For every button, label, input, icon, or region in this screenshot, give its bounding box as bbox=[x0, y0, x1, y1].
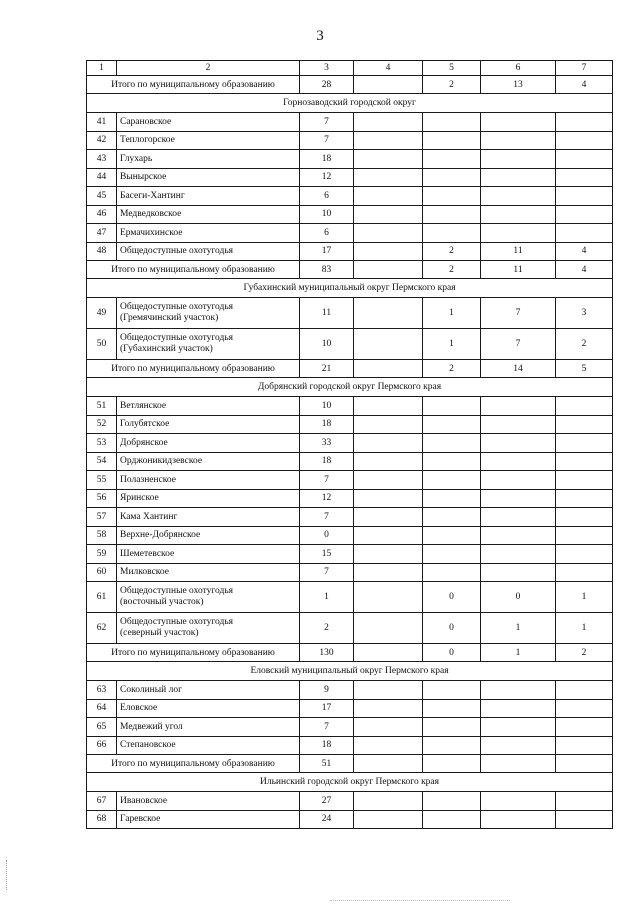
row-value-v4 bbox=[354, 131, 423, 150]
row-value-v7: 3 bbox=[556, 298, 613, 329]
row-value-v6 bbox=[481, 545, 556, 564]
table-row bbox=[87, 471, 613, 490]
row-number: 57 bbox=[87, 508, 117, 527]
subtotal-value-v5: 2 bbox=[423, 261, 481, 279]
row-value-v5: 0 bbox=[423, 582, 481, 613]
row-value-v7 bbox=[556, 452, 613, 471]
row-value-v6 bbox=[481, 415, 556, 434]
row-value-v5 bbox=[423, 150, 481, 169]
row-name: Степановское bbox=[117, 736, 300, 755]
row-value-v7 bbox=[556, 718, 613, 737]
subtotal-value-v5: 2 bbox=[423, 76, 481, 94]
row-value-v7 bbox=[556, 187, 613, 206]
table-row bbox=[87, 699, 613, 718]
row-value-v3: 6 bbox=[300, 187, 354, 206]
table-row bbox=[87, 329, 613, 360]
row-number: 54 bbox=[87, 452, 117, 471]
row-value-v7 bbox=[556, 397, 613, 416]
row-number: 55 bbox=[87, 471, 117, 490]
row-value-v5 bbox=[423, 563, 481, 582]
table-row bbox=[87, 582, 613, 613]
row-value-v7: 4 bbox=[556, 242, 613, 261]
subtotal-value-v4 bbox=[354, 360, 423, 378]
subtotal-label: Итого по муниципальному образованию bbox=[87, 261, 300, 279]
row-value-v6 bbox=[481, 526, 556, 545]
row-value-v3: 12 bbox=[300, 489, 354, 508]
row-number: 64 bbox=[87, 699, 117, 718]
row-value-v7 bbox=[556, 113, 613, 132]
row-name: Глухарь bbox=[117, 150, 300, 169]
subtotal-value-v7: 2 bbox=[556, 644, 613, 662]
row-value-v5 bbox=[423, 508, 481, 527]
row-value-v3: 9 bbox=[300, 681, 354, 700]
subtotal-value-v4 bbox=[354, 261, 423, 279]
row-value-v3: 33 bbox=[300, 434, 354, 453]
row-value-v3: 27 bbox=[300, 792, 354, 811]
row-value-v5 bbox=[423, 131, 481, 150]
row-value-v5 bbox=[423, 718, 481, 737]
subtotal-label: Итого по муниципальному образованию bbox=[87, 644, 300, 662]
row-name: Сарановское bbox=[117, 113, 300, 132]
subtotal-value-v3: 51 bbox=[300, 755, 354, 773]
row-number: 62 bbox=[87, 613, 117, 644]
row-value-v5 bbox=[423, 699, 481, 718]
row-number: 44 bbox=[87, 168, 117, 187]
row-name-line1: Общедоступные охотугодья bbox=[120, 302, 234, 312]
row-value-v7 bbox=[556, 168, 613, 187]
scan-margin-mark bbox=[6, 860, 9, 890]
row-value-v3: 7 bbox=[300, 563, 354, 582]
row-value-v3: 17 bbox=[300, 242, 354, 261]
subtotal-value-v5: 2 bbox=[423, 360, 481, 378]
row-value-v7 bbox=[556, 699, 613, 718]
table-row bbox=[87, 113, 613, 132]
scan-bottom-mark bbox=[330, 900, 510, 902]
row-value-v3: 10 bbox=[300, 329, 354, 360]
subtotal-value-v6: 11 bbox=[481, 261, 556, 279]
row-value-v3: 18 bbox=[300, 415, 354, 434]
column-number-cell: 6 bbox=[481, 61, 556, 76]
row-value-v3: 7 bbox=[300, 471, 354, 490]
row-value-v6 bbox=[481, 150, 556, 169]
row-name: Полазненское bbox=[117, 471, 300, 490]
row-value-v7 bbox=[556, 810, 613, 829]
row-value-v5: 1 bbox=[423, 298, 481, 329]
table-row bbox=[87, 187, 613, 206]
row-value-v4 bbox=[354, 582, 423, 613]
row-name: Ермачихинское bbox=[117, 224, 300, 243]
row-number: 49 bbox=[87, 298, 117, 329]
row-value-v6 bbox=[481, 224, 556, 243]
row-value-v4 bbox=[354, 298, 423, 329]
row-name-line2: (Гремячинский участок) bbox=[120, 313, 219, 323]
row-name bbox=[117, 329, 300, 360]
row-number: 61 bbox=[87, 582, 117, 613]
row-value-v5: 2 bbox=[423, 242, 481, 261]
row-value-v4 bbox=[354, 613, 423, 644]
row-value-v6 bbox=[481, 397, 556, 416]
row-value-v6: 7 bbox=[481, 329, 556, 360]
row-value-v4 bbox=[354, 471, 423, 490]
column-number-cell: 7 bbox=[556, 61, 613, 76]
row-number: 45 bbox=[87, 187, 117, 206]
subtotal-label: Итого по муниципальному образованию bbox=[87, 755, 300, 773]
subtotal-value-v7: 4 bbox=[556, 76, 613, 94]
row-value-v3: 10 bbox=[300, 205, 354, 224]
row-value-v5 bbox=[423, 224, 481, 243]
row-value-v4 bbox=[354, 397, 423, 416]
row-value-v3: 7 bbox=[300, 113, 354, 132]
row-value-v5 bbox=[423, 526, 481, 545]
row-name: Басеги-Хантинг bbox=[117, 187, 300, 206]
subtotal-label: Итого по муниципальному образованию bbox=[87, 360, 300, 378]
row-value-v4 bbox=[354, 205, 423, 224]
row-value-v4 bbox=[354, 681, 423, 700]
row-value-v6 bbox=[481, 736, 556, 755]
row-name bbox=[117, 613, 300, 644]
column-number-cell: 3 bbox=[300, 61, 354, 76]
table-row bbox=[87, 298, 613, 329]
section-title: Горнозаводский городской округ bbox=[87, 94, 613, 113]
hunting-grounds-table bbox=[86, 60, 613, 829]
row-value-v5 bbox=[423, 545, 481, 564]
row-name-line2: (северный участок) bbox=[120, 628, 199, 638]
row-value-v7 bbox=[556, 508, 613, 527]
row-number: 68 bbox=[87, 810, 117, 829]
column-number-row bbox=[87, 61, 613, 76]
page-number: 3 bbox=[316, 28, 324, 44]
row-number: 47 bbox=[87, 224, 117, 243]
section-heading-row bbox=[87, 279, 613, 298]
table-row bbox=[87, 205, 613, 224]
row-value-v5 bbox=[423, 168, 481, 187]
row-name: Вынырское bbox=[117, 168, 300, 187]
row-value-v4 bbox=[354, 736, 423, 755]
row-value-v5: 1 bbox=[423, 329, 481, 360]
row-name-line1: Общедоступные охотугодья bbox=[120, 333, 234, 343]
subtotal-value-v3: 28 bbox=[300, 76, 354, 94]
row-number: 59 bbox=[87, 545, 117, 564]
row-value-v3: 15 bbox=[300, 545, 354, 564]
subtotal-row bbox=[87, 261, 613, 279]
subtotal-value-v7: 5 bbox=[556, 360, 613, 378]
row-value-v3: 18 bbox=[300, 452, 354, 471]
row-value-v5 bbox=[423, 415, 481, 434]
row-number: 50 bbox=[87, 329, 117, 360]
subtotal-value-v4 bbox=[354, 76, 423, 94]
row-name: Милковское bbox=[117, 563, 300, 582]
subtotal-row bbox=[87, 76, 613, 94]
row-value-v6 bbox=[481, 131, 556, 150]
row-value-v6 bbox=[481, 792, 556, 811]
row-name: Голубятское bbox=[117, 415, 300, 434]
row-value-v7 bbox=[556, 736, 613, 755]
row-number: 66 bbox=[87, 736, 117, 755]
row-number: 43 bbox=[87, 150, 117, 169]
row-value-v4 bbox=[354, 545, 423, 564]
row-value-v4 bbox=[354, 224, 423, 243]
row-name: Яринское bbox=[117, 489, 300, 508]
row-value-v4 bbox=[354, 526, 423, 545]
row-value-v6 bbox=[481, 508, 556, 527]
section-title: Ильинский городской округ Пермского края bbox=[87, 773, 613, 792]
section-title: Губахинский муниципальный округ Пермского края bbox=[87, 279, 613, 298]
row-value-v5 bbox=[423, 810, 481, 829]
row-value-v3: 1 bbox=[300, 582, 354, 613]
section-heading-row bbox=[87, 773, 613, 792]
row-number: 60 bbox=[87, 563, 117, 582]
row-value-v6: 11 bbox=[481, 242, 556, 261]
row-value-v4 bbox=[354, 150, 423, 169]
subtotal-value-v3: 21 bbox=[300, 360, 354, 378]
row-value-v6 bbox=[481, 205, 556, 224]
row-name bbox=[117, 582, 300, 613]
row-name: Ветлянское bbox=[117, 397, 300, 416]
table-row bbox=[87, 224, 613, 243]
row-value-v5 bbox=[423, 471, 481, 490]
row-name-line2: (Губахинский участок) bbox=[120, 344, 213, 354]
row-value-v5 bbox=[423, 205, 481, 224]
row-number: 56 bbox=[87, 489, 117, 508]
row-value-v6: 1 bbox=[481, 613, 556, 644]
row-value-v5: 0 bbox=[423, 613, 481, 644]
row-value-v4 bbox=[354, 452, 423, 471]
row-value-v4 bbox=[354, 810, 423, 829]
row-value-v5 bbox=[423, 113, 481, 132]
row-value-v6 bbox=[481, 699, 556, 718]
row-value-v3: 18 bbox=[300, 736, 354, 755]
table-row bbox=[87, 563, 613, 582]
subtotal-row bbox=[87, 360, 613, 378]
row-value-v3: 10 bbox=[300, 397, 354, 416]
row-value-v7 bbox=[556, 224, 613, 243]
row-value-v6 bbox=[481, 452, 556, 471]
row-value-v5 bbox=[423, 187, 481, 206]
row-value-v4 bbox=[354, 699, 423, 718]
column-number-cell: 5 bbox=[423, 61, 481, 76]
row-value-v7 bbox=[556, 681, 613, 700]
row-value-v4 bbox=[354, 187, 423, 206]
table-row bbox=[87, 736, 613, 755]
row-name: Гаревское bbox=[117, 810, 300, 829]
row-value-v6 bbox=[481, 489, 556, 508]
row-name: Общедоступные охотугодья bbox=[117, 242, 300, 261]
row-name: Ивановское bbox=[117, 792, 300, 811]
row-value-v3: 2 bbox=[300, 613, 354, 644]
row-number: 48 bbox=[87, 242, 117, 261]
subtotal-value-v7: 4 bbox=[556, 261, 613, 279]
section-heading-row bbox=[87, 662, 613, 681]
row-value-v5 bbox=[423, 397, 481, 416]
table-row bbox=[87, 131, 613, 150]
row-name: Теплогорское bbox=[117, 131, 300, 150]
section-heading-row bbox=[87, 378, 613, 397]
row-number: 52 bbox=[87, 415, 117, 434]
row-value-v4 bbox=[354, 113, 423, 132]
row-value-v5 bbox=[423, 452, 481, 471]
column-number-cell: 1 bbox=[87, 61, 117, 76]
row-name: Орджоникидзевское bbox=[117, 452, 300, 471]
subtotal-row bbox=[87, 644, 613, 662]
row-name-line1: Общедоступные охотугодья bbox=[120, 586, 234, 596]
subtotal-value-v6: 14 bbox=[481, 360, 556, 378]
row-value-v3: 7 bbox=[300, 131, 354, 150]
row-name-line2: (восточный участок) bbox=[120, 597, 204, 607]
row-value-v7 bbox=[556, 792, 613, 811]
row-value-v4 bbox=[354, 489, 423, 508]
row-value-v6 bbox=[481, 168, 556, 187]
row-number: 65 bbox=[87, 718, 117, 737]
row-value-v7 bbox=[556, 526, 613, 545]
row-name: Шеметевское bbox=[117, 545, 300, 564]
row-value-v4 bbox=[354, 415, 423, 434]
subtotal-value-v5: 0 bbox=[423, 644, 481, 662]
table-row bbox=[87, 508, 613, 527]
table-row bbox=[87, 718, 613, 737]
subtotal-value-v5 bbox=[423, 755, 481, 773]
row-name: Добрянское bbox=[117, 434, 300, 453]
row-value-v6 bbox=[481, 718, 556, 737]
row-number: 53 bbox=[87, 434, 117, 453]
column-number-cell: 2 bbox=[117, 61, 300, 76]
table-row bbox=[87, 150, 613, 169]
row-value-v4 bbox=[354, 329, 423, 360]
table-row bbox=[87, 397, 613, 416]
subtotal-label: Итого по муниципальному образованию bbox=[87, 76, 300, 94]
section-title: Еловский муниципальный округ Пермского края bbox=[87, 662, 613, 681]
row-value-v4 bbox=[354, 563, 423, 582]
table-row bbox=[87, 810, 613, 829]
row-value-v7 bbox=[556, 563, 613, 582]
subtotal-value-v4 bbox=[354, 644, 423, 662]
row-value-v3: 24 bbox=[300, 810, 354, 829]
subtotal-value-v3: 130 bbox=[300, 644, 354, 662]
row-value-v7 bbox=[556, 205, 613, 224]
subtotal-value-v7 bbox=[556, 755, 613, 773]
row-name: Медвежий угол bbox=[117, 718, 300, 737]
row-value-v7 bbox=[556, 471, 613, 490]
row-name: Еловское bbox=[117, 699, 300, 718]
row-value-v4 bbox=[354, 508, 423, 527]
row-name: Верхне-Добрянское bbox=[117, 526, 300, 545]
row-value-v7 bbox=[556, 131, 613, 150]
row-value-v4 bbox=[354, 434, 423, 453]
row-name: Кама Хантинг bbox=[117, 508, 300, 527]
subtotal-value-v6: 1 bbox=[481, 644, 556, 662]
row-value-v7 bbox=[556, 489, 613, 508]
row-value-v4 bbox=[354, 242, 423, 261]
row-value-v4 bbox=[354, 718, 423, 737]
row-value-v6 bbox=[481, 681, 556, 700]
table-row bbox=[87, 452, 613, 471]
row-value-v5 bbox=[423, 736, 481, 755]
row-number: 63 bbox=[87, 681, 117, 700]
row-number: 41 bbox=[87, 113, 117, 132]
row-value-v5 bbox=[423, 434, 481, 453]
table-row bbox=[87, 681, 613, 700]
section-title: Добрянский городской округ Пермского края bbox=[87, 378, 613, 397]
row-value-v3: 7 bbox=[300, 508, 354, 527]
row-name-line1: Общедоступные охотугодья bbox=[120, 617, 234, 627]
subtotal-row bbox=[87, 755, 613, 773]
row-value-v6 bbox=[481, 471, 556, 490]
table-row bbox=[87, 545, 613, 564]
table-row bbox=[87, 792, 613, 811]
row-value-v6 bbox=[481, 113, 556, 132]
row-value-v7: 1 bbox=[556, 613, 613, 644]
table-row bbox=[87, 613, 613, 644]
row-value-v3: 7 bbox=[300, 718, 354, 737]
row-value-v7 bbox=[556, 415, 613, 434]
subtotal-value-v6: 13 bbox=[481, 76, 556, 94]
row-value-v7: 2 bbox=[556, 329, 613, 360]
subtotal-value-v6 bbox=[481, 755, 556, 773]
subtotal-value-v3: 83 bbox=[300, 261, 354, 279]
subtotal-value-v4 bbox=[354, 755, 423, 773]
row-value-v3: 18 bbox=[300, 150, 354, 169]
row-value-v5 bbox=[423, 489, 481, 508]
row-name: Медведковское bbox=[117, 205, 300, 224]
table-row bbox=[87, 168, 613, 187]
row-value-v6 bbox=[481, 810, 556, 829]
row-number: 58 bbox=[87, 526, 117, 545]
row-name bbox=[117, 298, 300, 329]
row-value-v4 bbox=[354, 792, 423, 811]
row-value-v5 bbox=[423, 681, 481, 700]
row-value-v3: 11 bbox=[300, 298, 354, 329]
section-heading-row bbox=[87, 94, 613, 113]
row-value-v5 bbox=[423, 792, 481, 811]
row-number: 42 bbox=[87, 131, 117, 150]
row-value-v7 bbox=[556, 545, 613, 564]
row-value-v6: 7 bbox=[481, 298, 556, 329]
row-value-v6 bbox=[481, 563, 556, 582]
row-value-v3: 12 bbox=[300, 168, 354, 187]
row-value-v3: 17 bbox=[300, 699, 354, 718]
row-number: 51 bbox=[87, 397, 117, 416]
row-value-v3: 0 bbox=[300, 526, 354, 545]
row-value-v6: 0 bbox=[481, 582, 556, 613]
row-number: 67 bbox=[87, 792, 117, 811]
row-value-v6 bbox=[481, 187, 556, 206]
row-value-v6 bbox=[481, 434, 556, 453]
row-value-v7: 1 bbox=[556, 582, 613, 613]
row-value-v7 bbox=[556, 150, 613, 169]
table-row bbox=[87, 242, 613, 261]
row-name: Соколиный лог bbox=[117, 681, 300, 700]
row-value-v7 bbox=[556, 434, 613, 453]
row-value-v3: 6 bbox=[300, 224, 354, 243]
row-value-v4 bbox=[354, 168, 423, 187]
table-row bbox=[87, 526, 613, 545]
table-row bbox=[87, 415, 613, 434]
table-row bbox=[87, 489, 613, 508]
column-number-cell: 4 bbox=[354, 61, 423, 76]
row-number: 46 bbox=[87, 205, 117, 224]
table-row bbox=[87, 434, 613, 453]
